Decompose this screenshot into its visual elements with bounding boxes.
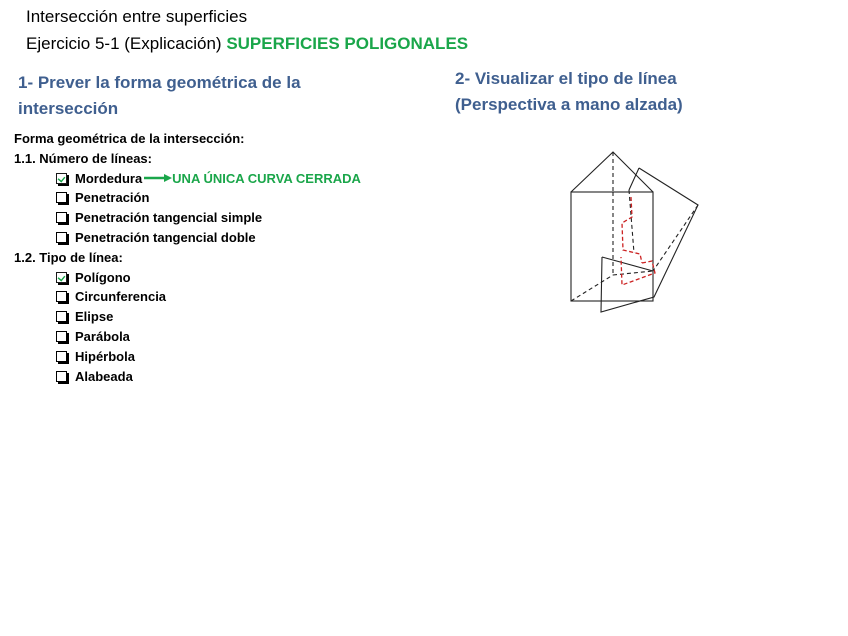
option-mordedura[interactable]: [14, 169, 361, 189]
option-label: Penetración tangencial doble: [75, 229, 256, 245]
checkbox-icon[interactable]: [56, 331, 67, 342]
intersection-curve: [622, 197, 642, 263]
checkbox-icon[interactable]: [56, 232, 67, 243]
prism-front-face: [571, 192, 653, 301]
hidden-edge-4: [571, 275, 613, 301]
title-line-1: [26, 7, 247, 27]
checkbox-icon[interactable]: [56, 212, 67, 223]
form-title: Forma geométrica de la intersección:: [14, 131, 245, 146]
title-line-2: [26, 34, 468, 54]
plate-edge-1: [629, 168, 639, 190]
option-label: Parábola: [75, 328, 130, 344]
prism-roof: [571, 152, 653, 192]
option-elipse[interactable]: [14, 307, 361, 327]
plate-edge-2: [602, 257, 653, 271]
section-2-heading: 2- Visualizar el tipo de línea (Perspectiva a mano alzada): [455, 69, 683, 114]
option-penetracion[interactable]: [14, 188, 361, 208]
group1-label: 1.1. Número de líneas:: [14, 150, 152, 166]
group2-label: 1.2. Tipo de línea:: [14, 249, 123, 265]
option-poligono[interactable]: [14, 268, 361, 288]
plate-outline: [601, 168, 698, 312]
checkbox-icon[interactable]: [56, 192, 67, 203]
checkbox-icon[interactable]: [56, 173, 67, 184]
checkbox-icon[interactable]: [56, 311, 67, 322]
option-label: Elipse: [75, 309, 114, 325]
option-label: Circunferencia: [75, 289, 167, 305]
perspective-figure: [560, 145, 710, 320]
hidden-edge-3: [653, 205, 698, 271]
hidden-edge-5: [613, 271, 653, 275]
option-penetracion-tangencial-doble[interactable]: [14, 228, 361, 248]
option-label: Mordedura: [75, 170, 143, 186]
option-label: Alabeada: [75, 368, 133, 384]
checkbox-icon[interactable]: [56, 291, 67, 302]
right-arrow-icon: [144, 169, 172, 189]
answer-note: UNA ÚNICA CURVA CERRADA: [172, 170, 361, 186]
exercise-topic: SUPERFICIES POLIGONALES: [226, 34, 469, 53]
checkbox-icon[interactable]: [56, 351, 67, 362]
option-circunferencia[interactable]: [14, 287, 361, 307]
option-parabola[interactable]: [14, 327, 361, 347]
section-1-heading: 1- Prever la forma geométrica de la intersección: [18, 73, 301, 118]
option-label: Hipérbola: [75, 348, 135, 364]
option-label: Penetración: [75, 190, 150, 206]
option-alabeada[interactable]: [14, 367, 361, 387]
exercise-label: Ejercicio 5-1 (Explicación): [26, 34, 222, 53]
option-label: Polígono: [75, 269, 131, 285]
option-label: Penetración tangencial simple: [75, 210, 263, 226]
option-penetracion-tangencial-simple[interactable]: [14, 208, 361, 228]
title-text: Intersección entre superficies: [26, 7, 248, 26]
option-hiperbola[interactable]: [14, 347, 361, 367]
intersection-form: [14, 129, 361, 386]
checkbox-icon[interactable]: [56, 272, 67, 283]
checkbox-icon[interactable]: [56, 371, 67, 382]
